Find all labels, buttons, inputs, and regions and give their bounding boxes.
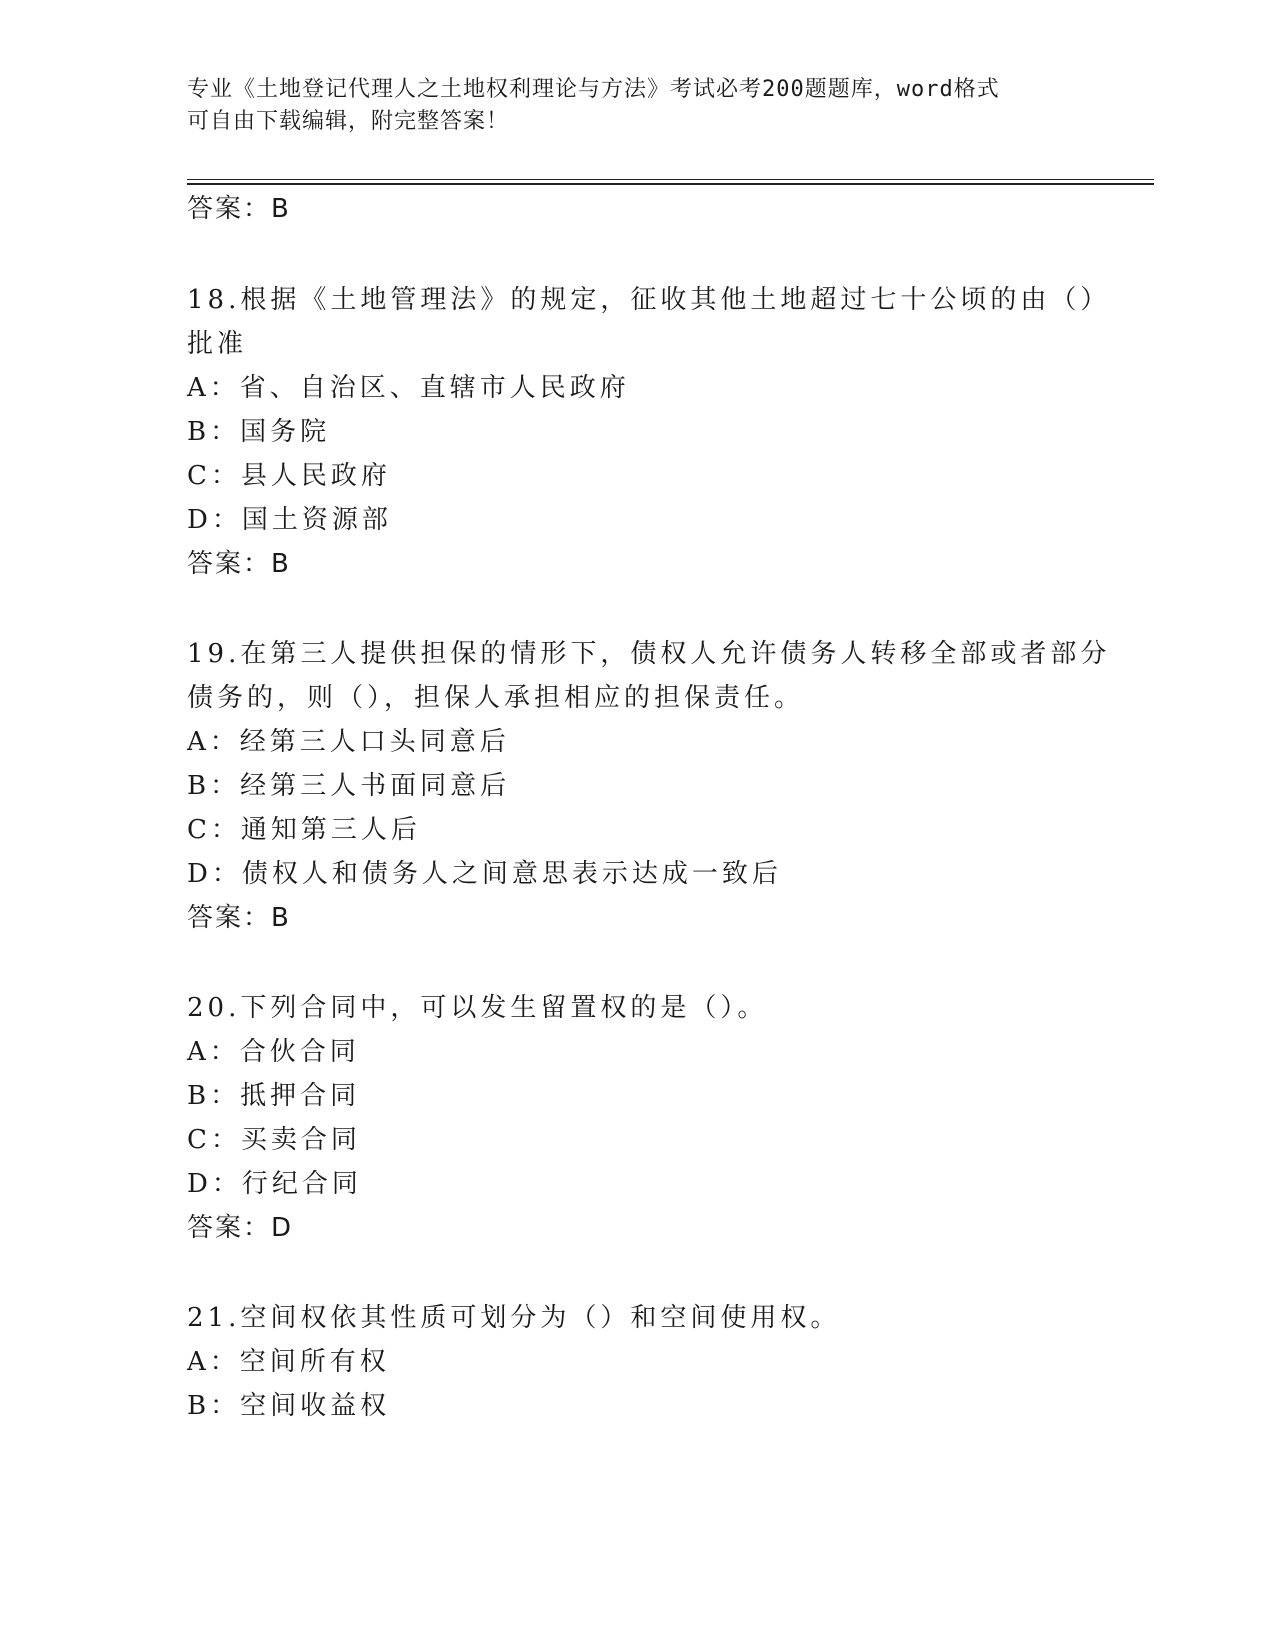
- question-18-option-b: B：国务院: [187, 417, 331, 447]
- question-19-option-d: D：债权人和债务人之间意思表示达成一致后: [187, 859, 782, 889]
- question-20-option-a: A：合伙合同: [187, 1037, 360, 1067]
- question-20-option-c: C：买卖合同: [187, 1125, 361, 1155]
- answer-19: 答案：B: [187, 903, 291, 933]
- question-19-option-b: B：经第三人书面同意后: [187, 771, 511, 801]
- question-19-stem-line-2: 债务的，则（），担保人承担相应的担保责任。: [187, 683, 805, 713]
- question-20-stem-line-1: 20.下列合同中，可以发生留置权的是（）。: [187, 993, 768, 1023]
- question-18-option-d: D：国土资源部: [187, 505, 392, 535]
- header-divider-thick: [187, 183, 1154, 185]
- question-20-option-d: D：行纪合同: [187, 1169, 362, 1199]
- question-19-option-a: A：经第三人口头同意后: [187, 727, 510, 757]
- answer-20: 答案：D: [187, 1213, 294, 1243]
- question-19-option-c: C：通知第三人后: [187, 815, 421, 845]
- question-21-option-a: A：空间所有权: [187, 1347, 390, 1377]
- header-line-1: 专业《土地登记代理人之土地权利理论与方法》考试必考200题题库，word格式: [187, 77, 1000, 102]
- question-20-option-b: B：抵押合同: [187, 1081, 361, 1111]
- answer-17: 答案：B: [187, 194, 291, 224]
- document-header: [187, 74, 1067, 138]
- question-21-stem-line-1: 21.空间权依其性质可划分为（）和空间使用权。: [187, 1303, 841, 1333]
- header-line-2: 可自由下载编辑，附完整答案！: [187, 109, 510, 134]
- question-18-stem-line-2: 批准: [187, 329, 248, 359]
- question-18-option-c: C：县人民政府: [187, 461, 391, 491]
- question-18-option-a: A：省、自治区、直辖市人民政府: [187, 373, 630, 403]
- answer-18: 答案：B: [187, 549, 291, 579]
- question-19-stem-line-1: 19.在第三人提供担保的情形下，债权人允许债务人转移全部或者部分: [187, 639, 1111, 669]
- question-21-option-b: B：空间收益权: [187, 1391, 391, 1421]
- question-18-stem-line-1: 18.根据《土地管理法》的规定，征收其他土地超过七十公顷的由（）: [187, 285, 1111, 315]
- header-divider-thin: [187, 179, 1154, 180]
